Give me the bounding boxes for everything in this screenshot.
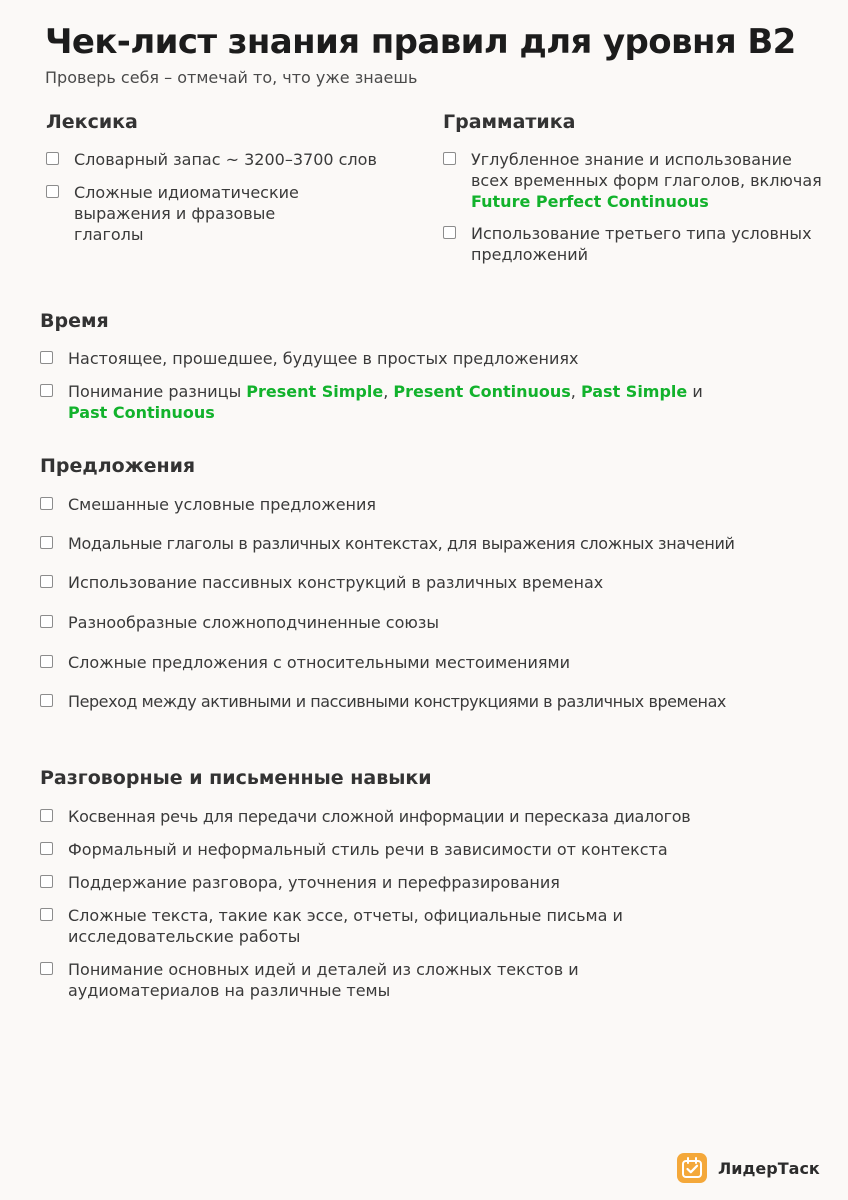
checklist-item[interactable]: Углубленное знание и использование всех временных форм глаголов, включая Future Perfect Continuous bbox=[443, 149, 828, 212]
checklist-item[interactable]: Косвенная речь для передачи сложной информации и пересказа диалогов bbox=[40, 806, 830, 827]
checkbox[interactable] bbox=[443, 152, 456, 165]
checkbox[interactable] bbox=[40, 962, 53, 975]
checklist-item[interactable]: Разнообразные сложноподчиненные союзы bbox=[40, 612, 830, 633]
checklist-item[interactable]: Формальный и неформальный стиль речи в зависимости от контекста bbox=[40, 839, 830, 860]
highlight-term: Future Perfect Continuous bbox=[471, 192, 709, 211]
checklist-item[interactable]: Сложные предложения с относительными местоимениями bbox=[40, 652, 830, 673]
checkbox[interactable] bbox=[40, 351, 53, 364]
section-heading-skills: Разговорные и письменные навыки bbox=[40, 767, 432, 789]
checklist-item[interactable]: Использование третьего типа условных предложений bbox=[443, 223, 843, 265]
checklist-item[interactable]: Настоящее, прошедшее, будущее в простых предложениях bbox=[40, 348, 820, 369]
highlight-term: Present Simple bbox=[246, 382, 384, 401]
section-heading-sentences: Предложения bbox=[40, 455, 196, 477]
checkbox[interactable] bbox=[46, 152, 59, 165]
checklist-item[interactable]: Смешанные условные предложения bbox=[40, 494, 830, 515]
checklist-item[interactable]: Понимание основных идей и деталей из сложных текстов и аудиоматериалов на различные темы bbox=[40, 959, 660, 1001]
checklist-item[interactable]: Поддержание разговора, уточнения и перефразирования bbox=[40, 872, 830, 893]
checklist-item[interactable]: Переход между активными и пассивными конструкциями в различных временах bbox=[40, 691, 840, 712]
checkbox[interactable] bbox=[40, 575, 53, 588]
highlight-term: Present Continuous bbox=[393, 382, 571, 401]
checkbox[interactable] bbox=[40, 655, 53, 668]
checkbox[interactable] bbox=[40, 908, 53, 921]
section-heading-time: Время bbox=[40, 310, 109, 332]
highlight-term: Past Continuous bbox=[68, 403, 215, 422]
calendar-check-icon bbox=[677, 1153, 707, 1183]
checklist-item[interactable]: Сложные текста, такие как эссе, отчеты, официальные письма и исследовательские работы bbox=[40, 905, 680, 947]
checklist-item[interactable]: Использование пассивных конструкций в различных временах bbox=[40, 572, 830, 593]
checkbox[interactable] bbox=[40, 842, 53, 855]
section-heading-grammar: Грамматика bbox=[443, 111, 576, 133]
page-title: Чек-лист знания правил для уровня B2 bbox=[45, 22, 796, 62]
checklist-item[interactable]: Словарный запас ~ 3200–3700 слов bbox=[46, 149, 426, 170]
highlight-term: Past Simple bbox=[580, 382, 688, 401]
checkbox[interactable] bbox=[40, 809, 53, 822]
page-subtitle: Проверь себя – отмечай то, что уже знаешь bbox=[45, 68, 418, 87]
section-heading-lexicon: Лексика bbox=[46, 111, 138, 133]
checklist-item[interactable]: Модальные глаголы в различных контекстах, для выражения сложных значений bbox=[40, 533, 830, 554]
checkbox[interactable] bbox=[46, 185, 59, 198]
brand-name: ЛидерТаск bbox=[718, 1158, 820, 1178]
checkbox[interactable] bbox=[40, 615, 53, 628]
brand-logo bbox=[677, 1153, 820, 1183]
checkbox[interactable] bbox=[443, 226, 456, 239]
checkbox[interactable] bbox=[40, 875, 53, 888]
checkbox[interactable] bbox=[40, 497, 53, 510]
checkbox[interactable] bbox=[40, 536, 53, 549]
checkbox[interactable] bbox=[40, 694, 53, 707]
checklist-item[interactable]: Сложные идиоматические выражения и фразовые глаголы bbox=[46, 182, 346, 245]
checkbox[interactable] bbox=[40, 384, 53, 397]
checklist-item[interactable]: Понимание разницы Present Simple, Present Continuous, Past Simple и Past Continuous bbox=[40, 381, 750, 423]
